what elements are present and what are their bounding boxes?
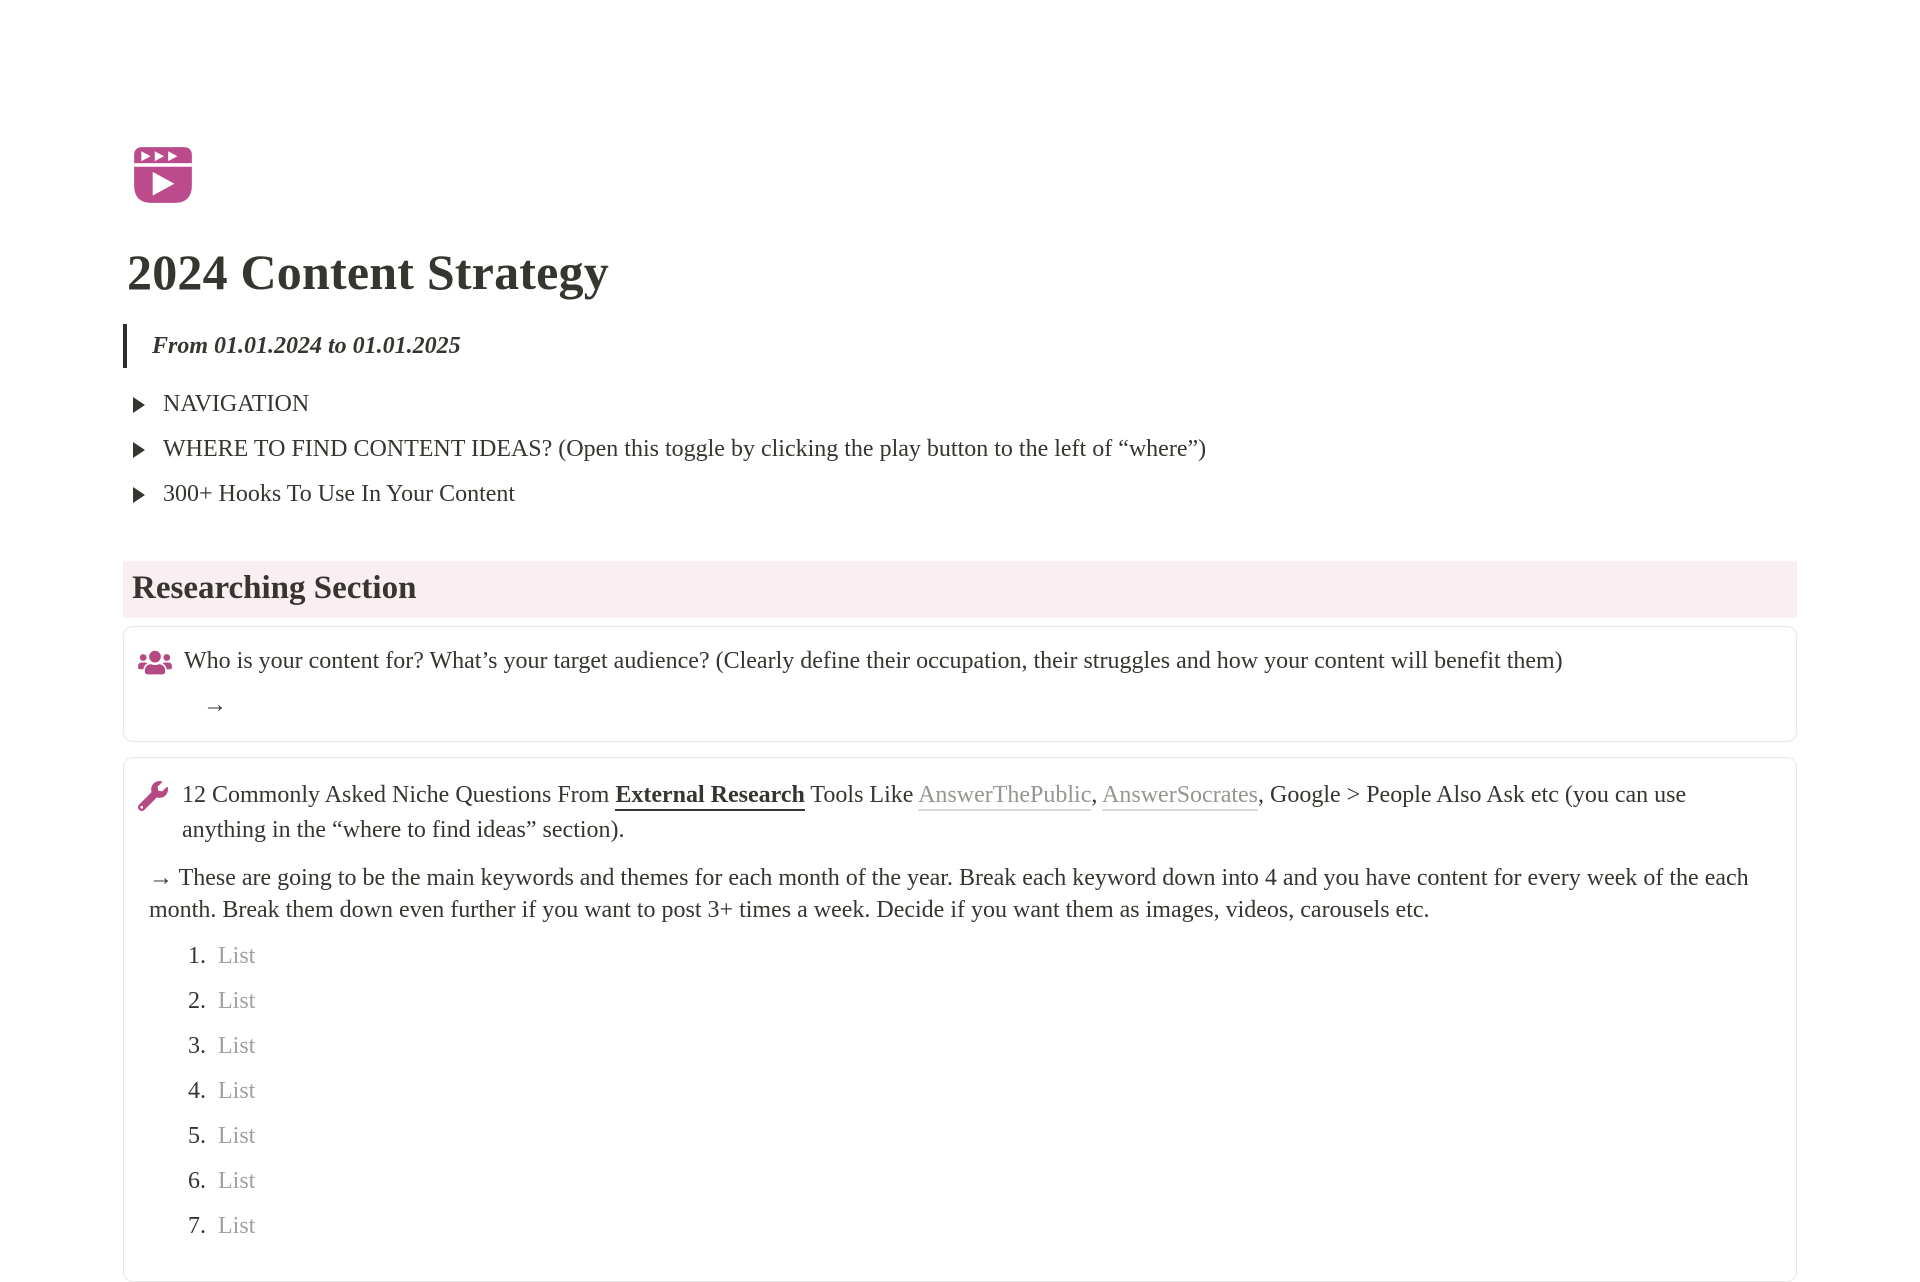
toggle-triangle-icon[interactable] bbox=[133, 442, 145, 458]
link-separator: , bbox=[1091, 782, 1103, 809]
notion-page-content bbox=[123, 0, 1797, 1282]
list-item-number: 1. bbox=[188, 943, 206, 970]
list-item[interactable] bbox=[149, 1076, 1772, 1106]
date-range-quote[interactable] bbox=[123, 324, 1797, 368]
list-item-placeholder[interactable]: List bbox=[218, 1123, 256, 1150]
list-item[interactable] bbox=[149, 1121, 1772, 1151]
clapperboard-icon[interactable] bbox=[130, 142, 196, 208]
research-callout[interactable] bbox=[123, 757, 1797, 1282]
arrow-answer-line[interactable]: → bbox=[203, 692, 227, 719]
toggle-list bbox=[123, 382, 1797, 517]
list-item-placeholder[interactable]: List bbox=[218, 1213, 256, 1240]
audience-question-text: Who is your content for? What’s your target audience? (Clearly define their occupation, their struggles and how your content will benefit them) bbox=[184, 648, 1563, 675]
list-item-number: 5. bbox=[188, 1123, 206, 1150]
research-text-lead: 12 Commonly Asked Niche Questions From bbox=[182, 782, 616, 809]
research-text-mid: Tools Like bbox=[804, 782, 919, 809]
keywords-arrow-paragraph: → These are going to be the main keywords and themes for each month of the year. Break each keyword down into 4 and you have content for every week of the each month. Break them down even further if you want to post 3+ times a week. Decide if you want them as images, videos, carousels etc. bbox=[149, 865, 1749, 924]
people-icon bbox=[138, 649, 172, 676]
list-item-placeholder[interactable]: List bbox=[218, 943, 256, 970]
list-item-placeholder[interactable]: List bbox=[218, 1033, 256, 1060]
researching-section-heading[interactable] bbox=[123, 561, 1797, 618]
numbered-list bbox=[149, 941, 1772, 1241]
research-text-tail: , Google > People Also Ask etc (you can use anything in the “where to find ideas” section). bbox=[182, 782, 1687, 844]
external-research-emphasis: External Research bbox=[615, 782, 805, 811]
list-item-placeholder[interactable]: List bbox=[218, 1078, 256, 1105]
list-item-number: 2. bbox=[188, 988, 206, 1015]
toggle-triangle-icon[interactable] bbox=[133, 487, 145, 503]
list-item-number: 4. bbox=[188, 1078, 206, 1105]
list-item-placeholder[interactable]: List bbox=[218, 988, 256, 1015]
toggle-navigation[interactable] bbox=[123, 382, 1797, 427]
audience-callout[interactable] bbox=[123, 626, 1797, 742]
list-item[interactable] bbox=[149, 941, 1772, 971]
page-title[interactable]: 2024 Content Strategy bbox=[127, 244, 609, 300]
list-item[interactable] bbox=[149, 1031, 1772, 1061]
answersocrates-link[interactable]: AnswerSocrates bbox=[1102, 782, 1258, 811]
quote-text: From 01.01.2024 to 01.01.2025 bbox=[152, 333, 461, 359]
toggle-triangle-icon[interactable] bbox=[133, 397, 145, 413]
list-item[interactable] bbox=[149, 986, 1772, 1016]
list-item-number: 3. bbox=[188, 1033, 206, 1060]
list-item-number: 7. bbox=[188, 1213, 206, 1240]
list-item-placeholder[interactable]: List bbox=[218, 1168, 256, 1195]
toggle-label: 300+ Hooks To Use In Your Content bbox=[163, 480, 516, 507]
toggle-label: NAVIGATION bbox=[163, 390, 310, 417]
toggle-300-hooks[interactable] bbox=[123, 472, 1797, 517]
section-heading-text: Researching Section bbox=[132, 570, 417, 606]
list-item-number: 6. bbox=[188, 1168, 206, 1195]
wrench-icon bbox=[138, 781, 168, 811]
toggle-where-to-find-ideas[interactable] bbox=[123, 427, 1797, 472]
research-question-paragraph bbox=[149, 778, 1772, 848]
answerthepublic-link[interactable]: AnswerThePublic bbox=[918, 782, 1091, 811]
list-item[interactable] bbox=[149, 1211, 1772, 1241]
list-item[interactable] bbox=[149, 1166, 1772, 1196]
toggle-label: WHERE TO FIND CONTENT IDEAS? (Open this toggle by clicking the play button to the left of “where”) bbox=[163, 435, 1207, 462]
